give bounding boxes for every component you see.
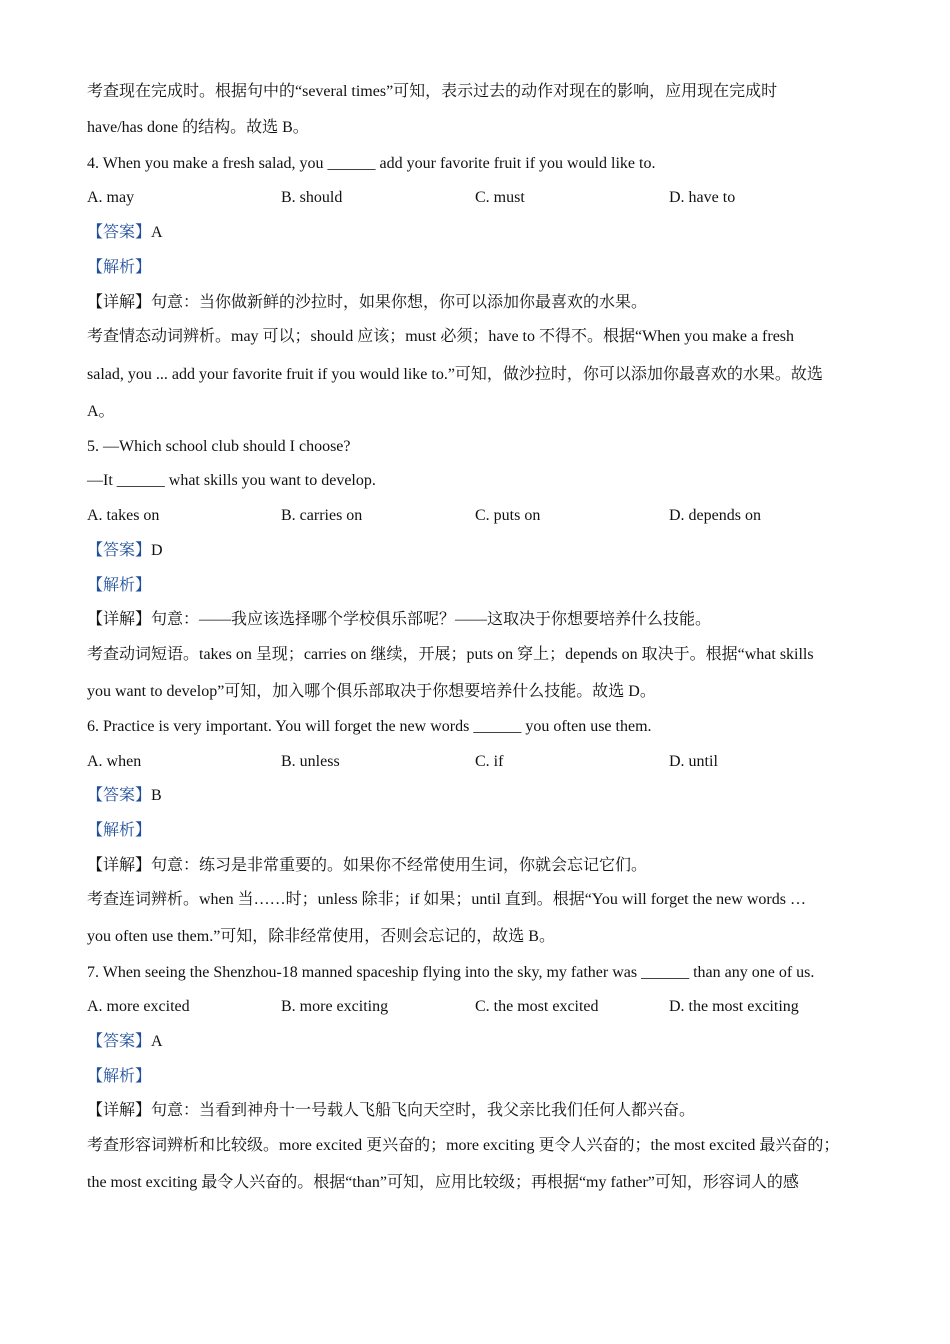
detail-text: 句意：——我应该选择哪个学校俱乐部呢？——这取决于你想要培养什么技能。 xyxy=(151,611,712,628)
option-d: D. depends on xyxy=(669,507,761,524)
analysis-q5 xyxy=(87,576,877,596)
analysis-q4 xyxy=(87,258,877,278)
option-c: C. if xyxy=(475,753,504,770)
question-4: 4. When you make a fresh salad, you ______ add your favorite fruit if you would like to. xyxy=(87,155,656,172)
option-b: B. carries on xyxy=(281,507,363,524)
analysis-tag: 【解析】 xyxy=(87,1068,152,1085)
answer-value: D xyxy=(151,542,163,559)
detail-tag: 【详解】 xyxy=(87,611,152,628)
option-c: C. the most excited xyxy=(475,998,599,1015)
explanation-line: you want to develop”可知，加入哪个俱乐部取决于你想要培养什么技能。故选 D。 xyxy=(87,683,656,700)
detail-text: 句意：练习是非常重要的。如果你不经常使用生词，你就会忘记它们。 xyxy=(151,857,648,874)
analysis-q7 xyxy=(87,1067,877,1087)
answer-value: A xyxy=(151,224,163,241)
explanation-line: the most exciting 最令人兴奋的。根据“than”可知，应用比较级；再根据“my father”可知，形容词人的感 xyxy=(87,1174,799,1191)
options-q4 xyxy=(87,188,877,208)
option-b: B. more exciting xyxy=(281,998,389,1015)
answer-value: A xyxy=(151,1033,163,1050)
analysis-tag: 【解析】 xyxy=(87,259,152,276)
explanation-line: 考查现在完成时。根据句中的“several times”可知，表示过去的动作对现在的影响，应用现在完成时 xyxy=(87,83,778,100)
detail-text: 句意：当看到神舟十一号载人飞船飞向天空时，我父亲比我们任何人都兴奋。 xyxy=(151,1102,696,1119)
analysis-tag: 【解析】 xyxy=(87,577,152,594)
explanation-line: 考查形容词辨析和比较级。more excited 更兴奋的；more exciting 更令人兴奋的；the most excited 最兴奋的； xyxy=(87,1137,840,1154)
option-a: A. when xyxy=(87,753,142,770)
analysis-tag: 【解析】 xyxy=(87,822,152,839)
answer-tag: 【答案】 xyxy=(87,1033,152,1050)
analysis-q6 xyxy=(87,821,877,841)
option-d: D. until xyxy=(669,753,718,770)
detail-tag: 【详解】 xyxy=(87,1102,152,1119)
answer-tag: 【答案】 xyxy=(87,787,152,804)
answer-q7 xyxy=(87,1032,877,1052)
question-6: 6. Practice is very important. You will forget the new words ______ you often use them. xyxy=(87,718,652,735)
question-5-reply: —It ______ what skills you want to develop. xyxy=(87,472,376,489)
answer-value: B xyxy=(151,787,162,804)
option-a: A. more excited xyxy=(87,998,190,1015)
answer-tag: 【答案】 xyxy=(87,224,152,241)
explanation-line: 考查情态动词辨析。may 可以；should 应该；must 必须；have to 不得不。根据“When you make a fresh xyxy=(87,328,795,345)
option-a: A. may xyxy=(87,189,135,206)
detail-tag: 【详解】 xyxy=(87,294,152,311)
explanation-line: you often use them.”可知，除非经常使用，否则会忘记的，故选 B。 xyxy=(87,928,555,945)
option-c: C. must xyxy=(475,189,525,206)
options-q6 xyxy=(87,752,877,772)
answer-q6 xyxy=(87,786,877,806)
option-d: D. have to xyxy=(669,189,736,206)
detail-q4 xyxy=(87,293,877,313)
explanation-line: 考查动词短语。takes on 呈现；carries on 继续，开展；puts on 穿上；depends on 取决于。根据“what skills xyxy=(87,646,814,663)
detail-q6 xyxy=(87,856,877,876)
explanation-line: salad, you ... add your favorite fruit if you would like to.”可知，做沙拉时，你可以添加你最喜欢的水果。故选 xyxy=(87,366,823,383)
answer-q5 xyxy=(87,541,877,561)
explanation-line: A。 xyxy=(87,403,115,420)
explanation-line: 考查连词辨析。when 当……时；unless 除非；if 如果；until 直到。根据“You will forget the new words … xyxy=(87,891,806,908)
question-7: 7. When seeing the Shenzhou-18 manned spaceship flying into the sky, my father was ______ than any one of us. xyxy=(87,964,815,981)
option-d: D. the most exciting xyxy=(669,998,799,1015)
detail-text: 句意：当你做新鲜的沙拉时，如果你想，你可以添加你最喜欢的水果。 xyxy=(151,294,648,311)
answer-tag: 【答案】 xyxy=(87,542,152,559)
options-q7 xyxy=(87,997,877,1017)
detail-tag: 【详解】 xyxy=(87,857,152,874)
detail-q5 xyxy=(87,610,877,630)
options-q5 xyxy=(87,506,877,526)
answer-q4 xyxy=(87,223,877,243)
explanation-line: have/has done 的结构。故选 B。 xyxy=(87,119,309,136)
option-c: C. puts on xyxy=(475,507,541,524)
option-b: B. unless xyxy=(281,753,340,770)
option-a: A. takes on xyxy=(87,507,160,524)
question-5: 5. —Which school club should I choose? xyxy=(87,438,351,455)
detail-q7 xyxy=(87,1101,877,1121)
option-b: B. should xyxy=(281,189,343,206)
